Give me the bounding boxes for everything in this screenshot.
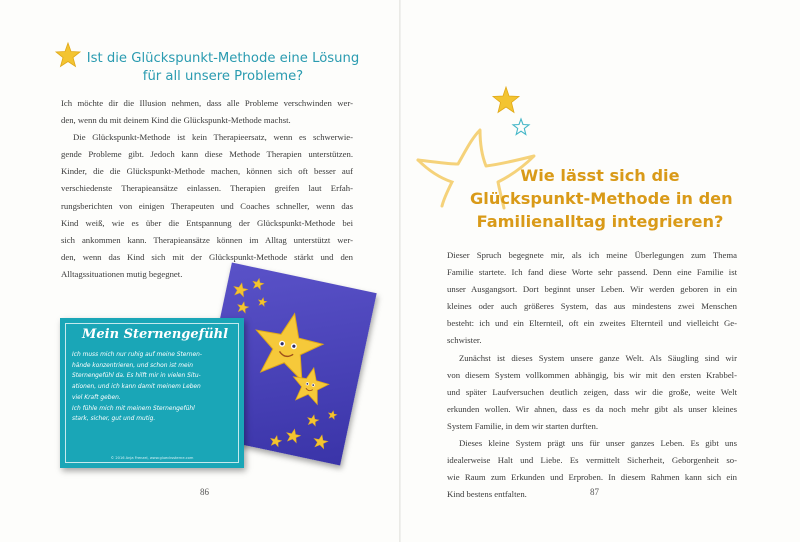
right-page-heading (470, 164, 733, 233)
card-text-line: viel Kraft geben. (72, 394, 121, 401)
text-line: besteht: ich und ein Elternteil, oft ein zweites Elternteil und vielleicht Ge- (447, 318, 737, 329)
text-line: Kinder, die die Glückspunkt-Methode machen, können sich oft besser auf (61, 166, 353, 177)
text-line: Familie startete. Ich fand diese Worte sehr passend. Denn eine Familie ist (447, 267, 737, 278)
card-text-line: Ich muss mich nur ruhig auf meine Sternen- (72, 352, 203, 358)
text-line: Die Glückspunkt-Methode ist kein Therapieersatz, wenn es schwerwie- (73, 132, 353, 143)
left-heading-line: für all unsere Probleme? (142, 69, 304, 84)
star-icon (492, 86, 520, 114)
left-heading-line: Ist die Glückspunkt-Methode eine Lösung (86, 51, 360, 66)
text-line: schwister. (447, 335, 482, 346)
card-copyright: © 2016 Anja Frenzel, www.glueckssterne.com (110, 456, 194, 460)
right-body-text (447, 247, 737, 503)
text-line: wie Raum zum Erkunden und Erproben. In diesem Rahmen kann sich ein (447, 472, 737, 483)
text-line: erkunden wollen. Wir ahnen, dass es da noch mehr gibt als unser kleines (447, 403, 737, 414)
right-heading-line: Glückspunkt-Methode in den (470, 189, 733, 208)
text-line: Zunächst ist dieses System unsere ganze Welt. Als Säugling sind wir (459, 352, 737, 363)
card-title: Mein Sternengefühl (82, 327, 229, 342)
text-line: Kind weiß, wie es über die Entspannung der Glückspunkt-Methode bei (61, 217, 353, 228)
left-page-heading (78, 50, 368, 86)
text-line: unser Ausgangsort. Dort beginnt unser Leben. Wir werden geboren in ein (447, 284, 737, 295)
card-text-line: Ich fühle mich mit meinem Sternengefühl (72, 405, 195, 412)
text-line: Dieses kleine System prägt uns für unser ganzes Leben. Es gibt uns (459, 438, 737, 449)
text-line: Alltagssituationen mutig begegnet. (61, 268, 183, 279)
card-text-line: ationen, und ich kann damit meinem Leben (72, 384, 201, 391)
card-text-line: Sternengefühl da. Es hilft mir in vielen Situ- (72, 373, 201, 380)
smiling-star-icon (286, 362, 333, 409)
text-line: idealerweise Halt und Liebe. Es vermittelt Sicherheit, Geborgenheit so- (447, 455, 737, 466)
right-heading-line: Wie lässt sich die (520, 166, 680, 185)
sternengefuehl-card (60, 318, 244, 468)
card-text-line: stark, sicher, gut und mutig. (72, 416, 156, 423)
text-line: gende Probleme gibt. Jedoch kann diese Methode Therapien unterstützen. (61, 149, 353, 160)
page-number: 87 (590, 487, 599, 497)
text-line: von diesem System vollkommen abhängig, bis wir mit den ersten Krabbel- (447, 369, 737, 380)
text-line: verschiedenste Therapieansätze einlassen. Therapien greifen laut Erfah- (61, 183, 353, 194)
page-number: 86 (200, 487, 209, 497)
text-line: rungsberichten von einigen Therapeuten und Coaches schneller, wenn das (61, 200, 353, 211)
text-line: sich ankommen kann. Therapieansätze können im Alltag unterstützt wer- (61, 234, 353, 245)
text-line: den, wenn du mit deinem Kind die Glückspunkt-Methode machst. (61, 115, 291, 126)
text-line: System Familie, in dem wir starten durften. (447, 420, 599, 431)
text-line: und später Laufversuchen deutlich zeigen, dass wir die große, weite Welt (447, 386, 737, 397)
text-line: Ich möchte dir die Illusion nehmen, dass alle Probleme verschwinden wer- (61, 98, 353, 108)
text-line: Kind bestens entfalten. (447, 489, 527, 500)
text-line: den, wenn das Kind sich mit der Glückspunkt-Methode stärkt und den (61, 251, 353, 262)
card-text (72, 350, 234, 425)
right-heading-line: Familienalltag integrieren? (476, 212, 724, 231)
text-line: Dieser Spruch begegnete mir, als ich meine Überlegungen zum Thema (447, 250, 737, 260)
text-line: kleines oder auch größeres System, das aus mindestens zwei Menschen (447, 301, 737, 312)
left-body-text (61, 95, 353, 283)
card-text-line: hände konzentrieren, und schon ist mein (72, 362, 193, 369)
